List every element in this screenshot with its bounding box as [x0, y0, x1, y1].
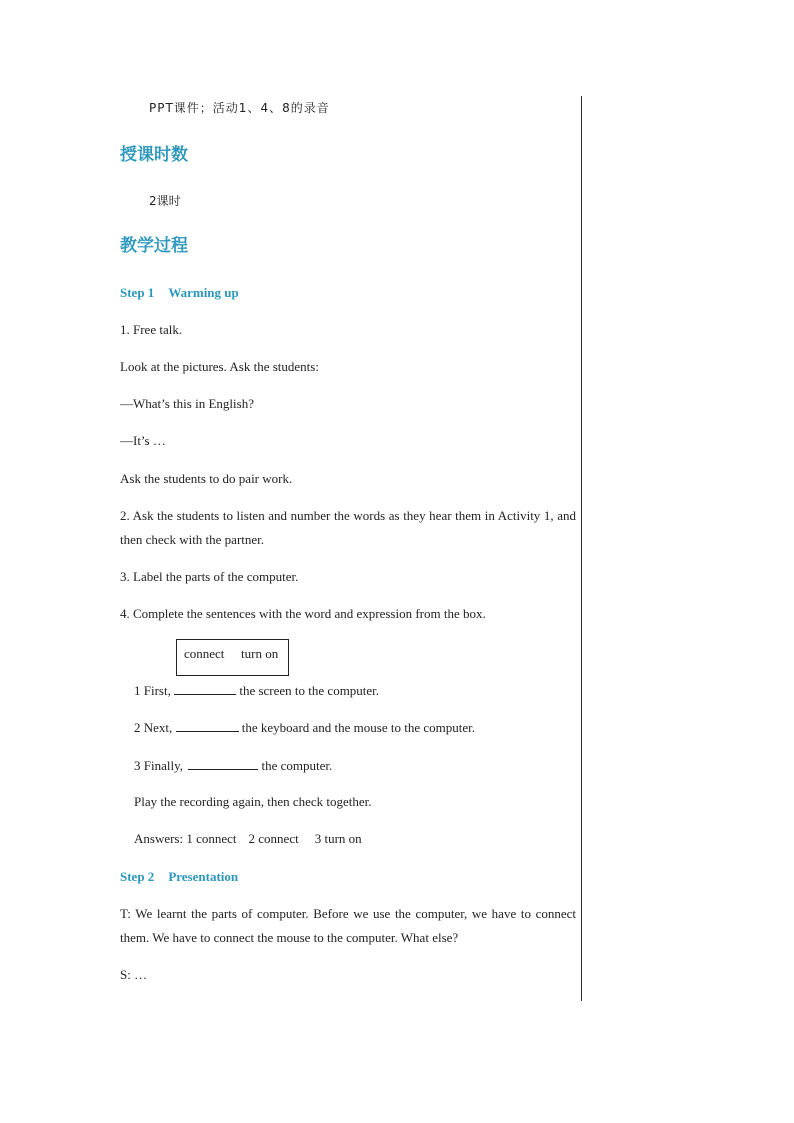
- materials-line: PPT课件；活动1、4、8的录音: [149, 101, 330, 115]
- step1-item3: 3. Label the parts of the computer.: [120, 569, 299, 584]
- step1-answer: —It’s …: [120, 433, 166, 448]
- sentence-3-end: the computer.: [261, 758, 333, 773]
- section-title-process: 教学过程: [120, 236, 188, 256]
- sentence-3-blank: [188, 757, 258, 770]
- step1-question: —What’s this in English?: [120, 396, 254, 411]
- answers-line: [134, 831, 362, 847]
- step1-look: Look at the pictures. Ask the students:: [120, 359, 319, 374]
- sentence-2-end: the keyboard and the mouse to the computer.: [241, 720, 475, 735]
- answers-third: 3 turn on: [314, 831, 362, 846]
- word-box: [176, 639, 289, 676]
- step2-student-line: S: …: [120, 967, 148, 982]
- step1-item2: 2. Ask the students to listen and number the words as they hear them in Activity 1, and then check with the partner.: [120, 508, 576, 547]
- answers-first: Answers: 1 connect: [134, 831, 237, 846]
- sentence-1-start: 1 First,: [134, 683, 171, 698]
- step1-label: Step 1: [120, 285, 155, 300]
- play-recording: Play the recording again, then check together.: [134, 794, 372, 809]
- step1-heading: [120, 285, 239, 301]
- word-box-turn-on: turn on: [241, 646, 279, 661]
- sentence-1: [134, 682, 379, 699]
- step2-label: Step 2: [120, 869, 155, 884]
- hours-value: 2课时: [149, 194, 181, 208]
- sentence-3: [134, 757, 332, 774]
- step2-heading: [120, 869, 238, 885]
- answers-second: 2 connect: [248, 831, 299, 846]
- sentence-2-blank: [176, 719, 239, 732]
- sentence-2: [134, 719, 475, 736]
- sentence-2-start: 2 Next,: [134, 720, 173, 735]
- step1-pair-work: Ask the students to do pair work.: [120, 471, 293, 486]
- section-title-hours: 授课时数: [120, 145, 188, 165]
- sentence-1-end: the screen to the computer.: [239, 683, 380, 698]
- step1-title: Warming up: [168, 285, 239, 300]
- sentence-1-blank: [174, 682, 236, 695]
- word-box-connect: connect: [184, 646, 225, 661]
- step2-teacher-line: T: We learnt the parts of computer. Before we use the computer, we have to connect them. We have to connect the mouse to the computer. What else?: [120, 906, 576, 945]
- step1-item1: 1. Free talk.: [120, 322, 183, 337]
- step1-item4: 4. Complete the sentences with the word and expression from the box.: [120, 606, 486, 621]
- sentence-3-start: 3 Finally,: [134, 758, 183, 773]
- step2-title: Presentation: [168, 869, 239, 884]
- right-margin-rule: [581, 96, 582, 1001]
